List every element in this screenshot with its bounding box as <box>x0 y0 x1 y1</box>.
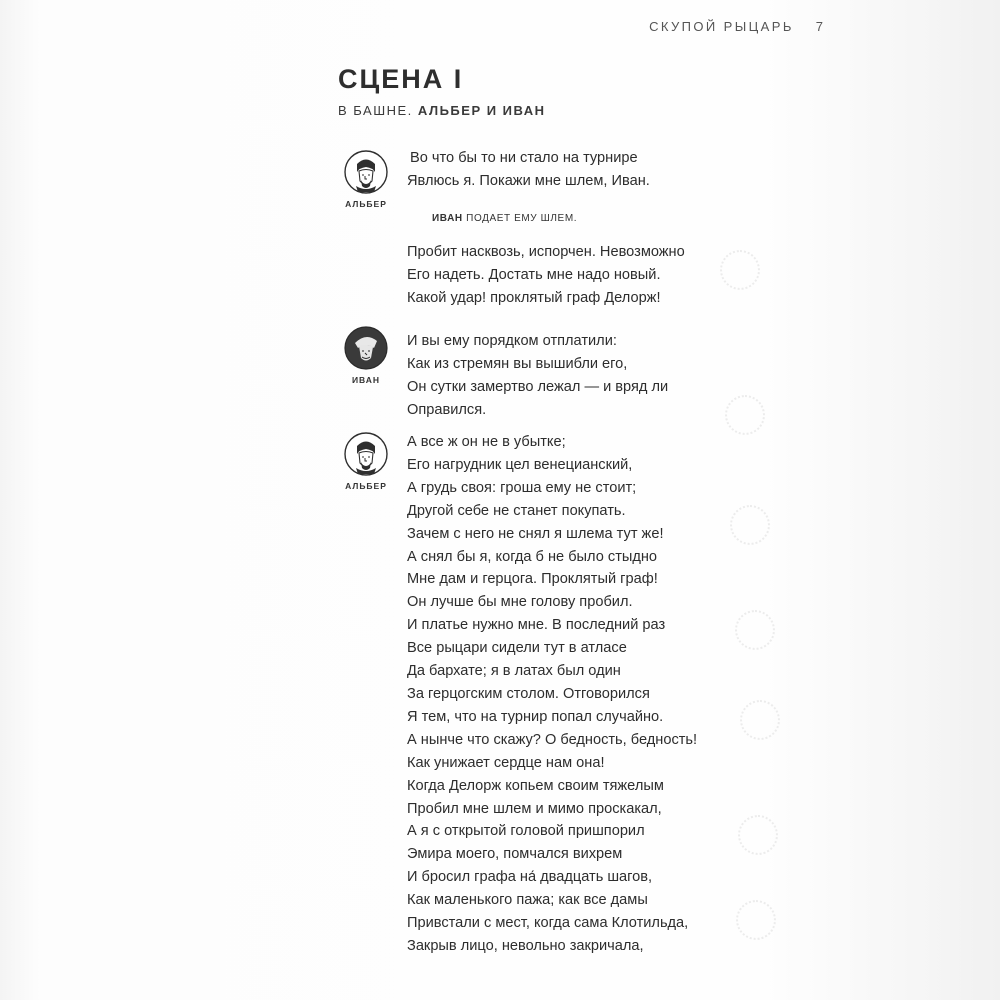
speaker-name-albert: АЛЬБЕР <box>345 199 387 209</box>
verse-line: А нынче что скажу? О бедность, бедность! <box>407 731 698 748</box>
verse-line: Мне дам и герцога. Проклятый граф! <box>407 571 658 588</box>
stage-direction-text: ПОДАЕТ ЕМУ ШЛЕМ. <box>466 213 578 224</box>
verse-line: Как из стремян вы вышибли его, <box>407 355 628 372</box>
verse-line: Явлюсь я. Покажи мне шлем, Иван. <box>407 172 650 189</box>
verse-block-3 <box>407 330 668 422</box>
verse-line: А снял бы я, когда б не было стыдно <box>407 548 658 565</box>
verse-line: А грудь своя: гроша ему не стоит; <box>407 479 637 496</box>
verse-line: Пробит насквозь, испорчен. Невозможно <box>407 244 685 260</box>
speaker-name-albert: АЛЬБЕР <box>345 481 387 491</box>
verse-line: Его надеть. Достать мне надо новый. <box>407 266 661 283</box>
verse-line: А я с открытой головой пришпорил <box>407 823 645 840</box>
verse-line: Да бархате; я в латах был один <box>407 663 621 680</box>
verse-line: Пробил мне шлем и мимо проскакал, <box>407 800 662 817</box>
scene-subtitle <box>338 103 546 118</box>
stage-direction <box>432 213 577 224</box>
verse-line: Привстали с мест, когда сама Клотильда, <box>407 915 689 932</box>
verse-line: Он сутки замертво лежал — и вряд ли <box>407 378 669 395</box>
verse-line: Все рыцари сидели тут в атласе <box>407 640 627 657</box>
albert-portrait-icon <box>344 432 388 476</box>
verse-line: Его нагрудник цел венецианский, <box>407 456 633 473</box>
verse-block-4 <box>407 431 697 958</box>
verse-line: Как маленького пажа; как все дамы <box>407 892 648 909</box>
page-number: 7 <box>815 19 823 34</box>
verse-line: Когда Делорж копьем своим тяжелым <box>407 777 664 794</box>
ivan-portrait-icon <box>344 326 388 370</box>
speaker-avatar-ivan <box>340 326 392 385</box>
speaker-name-ivan: ИВАН <box>351 375 381 385</box>
running-head <box>649 19 823 34</box>
verse-line: И бросил графа на́ двадцать шагов, <box>407 869 653 886</box>
verse-line: Он лучше бы мне голову пробил. <box>407 594 633 611</box>
verse-line: Я тем, что на турнир попал случайно. <box>407 708 664 725</box>
verse-line: Эмира моего, помчался вихрем <box>407 846 623 863</box>
verse-line: За герцогским столом. Отговорился <box>407 685 650 702</box>
speaker-avatar-albert-1 <box>340 150 392 209</box>
verse-line: И платье нужно мне. В последний раз <box>407 617 666 634</box>
verse-line: Другой себе не станет покупать. <box>407 502 626 519</box>
scene-characters: АЛЬБЕР И ИВАН <box>417 103 546 118</box>
scene-title: СЦЕНА I <box>338 64 464 94</box>
verse-line: Какой удар! проклятый граф Делорж! <box>407 289 661 306</box>
running-title: СКУПОЙ РЫЦАРЬ <box>649 19 794 34</box>
albert-portrait-icon <box>344 150 388 194</box>
verse-block-1 <box>407 147 650 193</box>
verse-line: Оправился. <box>407 401 487 418</box>
speaker-avatar-albert-2 <box>340 432 392 491</box>
verse-block-2 <box>407 241 685 310</box>
verse-line: Зачем с него не снял я шлема тут же! <box>407 525 664 542</box>
stage-direction-speaker: ИВАН <box>432 213 463 224</box>
verse-line: Закрыв лицо, невольно закричала, <box>407 937 644 954</box>
scene-setting: В БАШНЕ. <box>338 103 413 118</box>
verse-line: И вы ему порядком отплатили: <box>407 333 617 349</box>
verse-line: Во что бы то ни стало на турнире <box>410 150 638 166</box>
verse-line: Как унижает сердце нам она! <box>407 754 605 771</box>
verse-line: А все ж он не в убытке; <box>407 434 566 450</box>
